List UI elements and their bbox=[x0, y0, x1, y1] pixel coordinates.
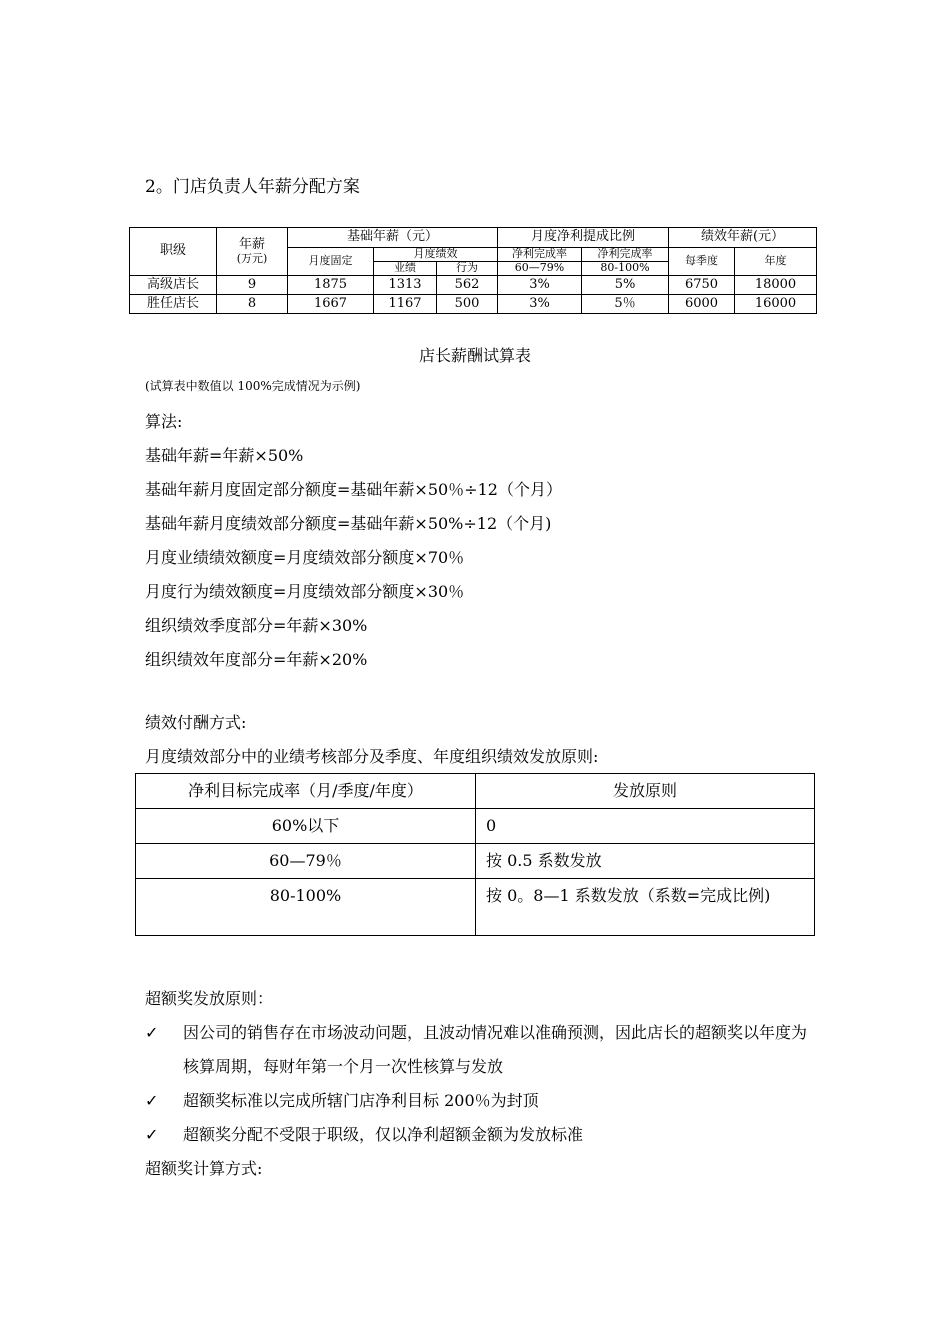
header-level: 职级 bbox=[130, 228, 217, 276]
header-monthly-perf: 月度绩效 bbox=[374, 248, 498, 262]
cell-completion-rate: 60%以下 bbox=[136, 809, 476, 844]
header-monthly-ratio: 月度净利提成比例 bbox=[498, 228, 669, 248]
cell-rate-80: 5% bbox=[582, 276, 669, 295]
header-quarter: 每季度 bbox=[669, 248, 735, 276]
header-annual-unit: (万元) bbox=[236, 251, 268, 265]
list-item bbox=[145, 1084, 815, 1118]
bonus-item-text: 因公司的销售存在市场波动问题，且波动情况难以准确预测，因此店长的超额奖以年度为核算周期，每财年第一个月一次性核算与发放 bbox=[183, 1023, 808, 1076]
cell-rate-60: 3% bbox=[498, 276, 582, 295]
cell-payout-rule: 按 0。8—1 系数发放（系数=完成比例) bbox=[476, 879, 815, 936]
cell-level: 高级店长 bbox=[130, 276, 217, 295]
formula-line: 基础年薪=年薪×50% bbox=[145, 446, 304, 465]
header-payout-rule: 发放原则 bbox=[476, 774, 815, 809]
header-rate-60: 净利完成率 bbox=[498, 248, 582, 262]
cell-results: 1167 bbox=[374, 295, 437, 314]
payment-title: 绩效付酬方式: bbox=[145, 713, 247, 732]
bonus-item-text: 超额奖分配不受限于职级，仅以净利超额金额为发放标准 bbox=[183, 1125, 584, 1144]
cell-completion-rate: 80-100% bbox=[136, 879, 476, 936]
check-icon: ✓ bbox=[145, 1023, 159, 1042]
bonus-list bbox=[145, 1016, 815, 1152]
cell-behavior: 562 bbox=[437, 276, 498, 295]
formula-line: 组织绩效年度部分=年薪×20% bbox=[145, 650, 368, 669]
table-row bbox=[130, 276, 817, 295]
cell-annual: 8 bbox=[217, 295, 288, 314]
table-caption: 店长薪酬试算表 bbox=[418, 346, 531, 365]
cell-level: 胜任店长 bbox=[130, 295, 217, 314]
formula-line: 月度行为绩效额度=月度绩效部分额度×30％ bbox=[145, 582, 465, 601]
cell-payout-rule: 按 0.5 系数发放 bbox=[476, 844, 815, 879]
algorithm-block bbox=[145, 405, 562, 677]
cell-quarter: 6750 bbox=[669, 276, 735, 295]
payment-block bbox=[145, 706, 598, 774]
header-perf-annual: 绩效年薪(元） bbox=[669, 228, 817, 248]
bonus-item-text: 超额奖标准以完成所辖门店净利目标 200％为封顶 bbox=[183, 1091, 539, 1110]
bonus-title: 超额奖发放原则： bbox=[145, 989, 274, 1008]
header-annual-label: 年薪 bbox=[238, 236, 265, 252]
cell-results: 1313 bbox=[374, 276, 437, 295]
header-monthly-fixed: 月度固定 bbox=[288, 248, 374, 276]
table-note: (试算表中数值以 100%完成情况为示例) bbox=[145, 379, 361, 393]
header-range-80: 80-100% bbox=[582, 262, 669, 276]
cell-rate-80: 5％ bbox=[582, 295, 669, 314]
formula-line: 月度业绩绩效额度=月度绩效部分额度×70％ bbox=[145, 548, 465, 567]
cell-year: 18000 bbox=[735, 276, 817, 295]
algorithm-title: 算法: bbox=[145, 412, 183, 431]
formula-line: 组织绩效季度部分=年薪×30% bbox=[145, 616, 368, 635]
payment-description: 月度绩效部分中的业绩考核部分及季度、年度组织绩效发放原则: bbox=[145, 747, 599, 766]
cell-year: 16000 bbox=[735, 295, 817, 314]
bonus-title-block bbox=[145, 982, 273, 1016]
header-completion-rate: 净利目标完成率（月/季度/年度） bbox=[136, 774, 476, 809]
cell-quarter: 6000 bbox=[669, 295, 735, 314]
cell-behavior: 500 bbox=[437, 295, 498, 314]
salary-table bbox=[129, 227, 817, 314]
formula-line: 基础年薪月度绩效部分额度=基础年薪×50%÷12（个月) bbox=[145, 514, 552, 533]
check-icon: ✓ bbox=[145, 1091, 159, 1110]
header-results: 业绩 bbox=[374, 262, 437, 276]
list-item bbox=[145, 1118, 815, 1152]
cell-completion-rate: 60—79％ bbox=[136, 844, 476, 879]
header-behavior: 行为 bbox=[437, 262, 498, 276]
bonus-calc-title: 超额奖计算方式: bbox=[145, 1159, 263, 1178]
table-row bbox=[136, 809, 815, 844]
cell-rate-60: 3% bbox=[498, 295, 582, 314]
payout-rule-table bbox=[135, 773, 815, 936]
header-base: 基础年薪（元） bbox=[288, 228, 498, 248]
table-row bbox=[136, 879, 815, 936]
header-year: 年度 bbox=[735, 248, 817, 276]
header-rate-80: 净利完成率 bbox=[582, 248, 669, 262]
check-icon: ✓ bbox=[145, 1125, 159, 1144]
table-row bbox=[136, 844, 815, 879]
cell-monthly-fixed: 1667 bbox=[288, 295, 374, 314]
cell-monthly-fixed: 1875 bbox=[288, 276, 374, 295]
table-row bbox=[130, 295, 817, 314]
cell-annual: 9 bbox=[217, 276, 288, 295]
header-annual bbox=[217, 228, 288, 276]
table-header-row bbox=[136, 774, 815, 809]
cell-payout-rule: 0 bbox=[476, 809, 815, 844]
formula-line: 基础年薪月度固定部分额度=基础年薪×50％÷12（个月） bbox=[145, 480, 562, 499]
section-title: 2。门店负责人年薪分配方案 bbox=[145, 177, 360, 197]
list-item bbox=[145, 1016, 815, 1084]
header-range-60: 60—79% bbox=[498, 262, 582, 276]
